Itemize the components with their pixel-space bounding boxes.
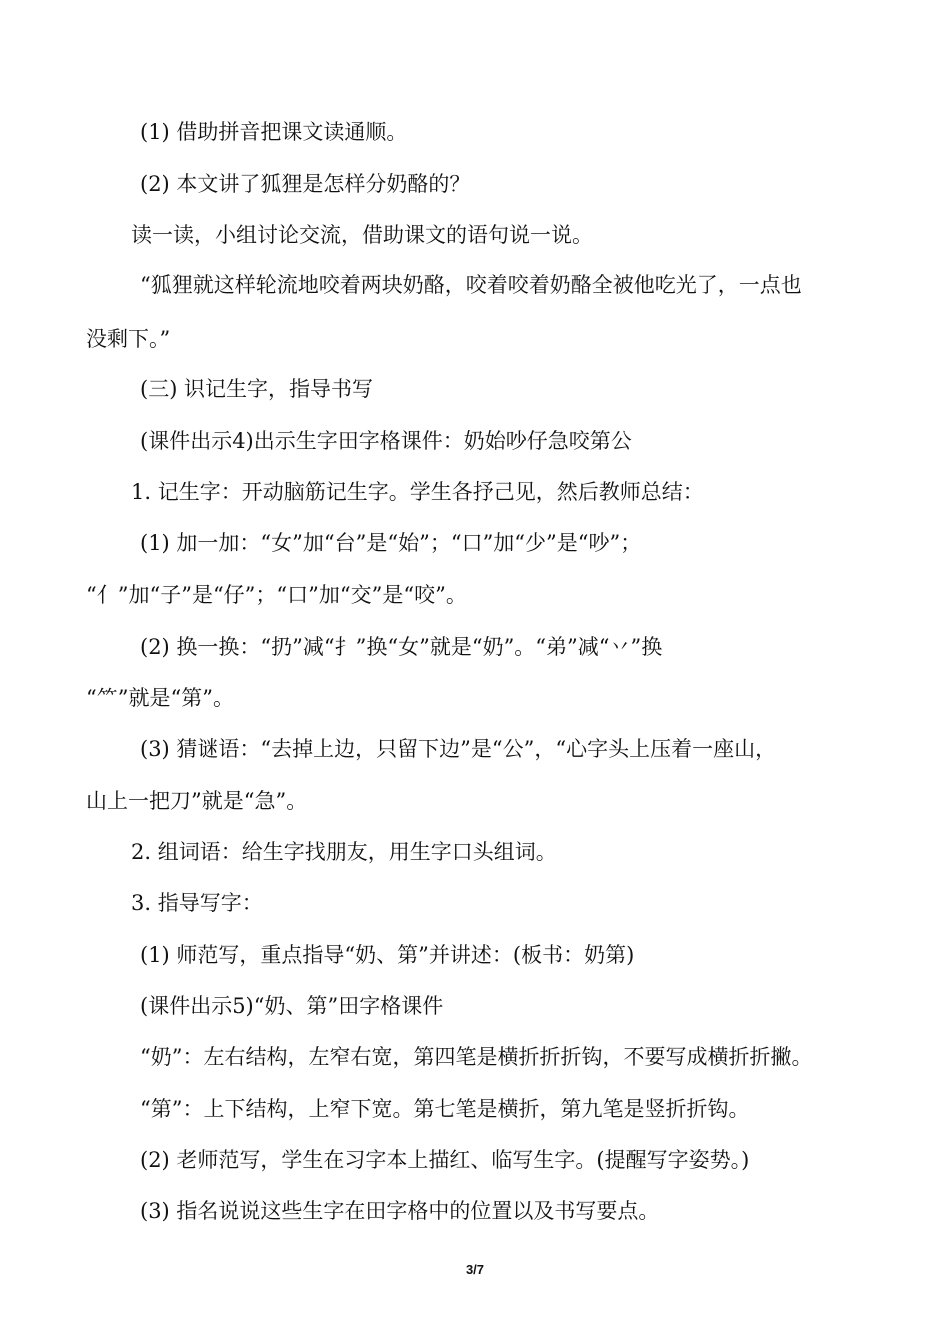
text-line: (2) 本文讲了狐狸是怎样分奶酪的？ — [140, 172, 471, 196]
text-line: 2. 组词语：给生字找朋友，用生字口头组词。 — [131, 840, 557, 864]
text-line: “⺮”就是“第”。 — [86, 686, 234, 710]
text-line: “亻”加“子”是“仔”；“口”加“交”是“咬”。 — [86, 583, 467, 607]
text-line: (3) 指名说说这些生字在田字格中的位置以及书写要点。 — [140, 1199, 660, 1223]
text-line: (课件出示5)“奶、第”田字格课件 — [140, 994, 444, 1018]
text-line: (1) 借助拼音把课文读通顺。 — [140, 120, 408, 144]
text-line: (1) 加一加：“女”加“台”是“始”；“口”加“少”是“吵”； — [140, 531, 642, 555]
text-line: “奶”：左右结构，左窄右宽，第四笔是横折折折钩，不要写成横折折撇。 — [140, 1045, 813, 1069]
text-line: (3) 猜谜语：“去掉上边，只留下边”是“公”，“心字头上压着一座山， — [140, 737, 777, 761]
page-number: 3/7 — [465, 1262, 485, 1277]
text-line: (2) 老师范写，学生在习字本上描红、临写生字。(提醒写字姿势。) — [140, 1148, 750, 1172]
text-line: 读一读，小组讨论交流，借助课文的语句说一说。 — [131, 223, 593, 247]
text-line: “第”：上下结构，上窄下宽。第七笔是横折，第九笔是竖折折钩。 — [140, 1097, 750, 1121]
text-line: 山上一把刀”就是“急”。 — [86, 789, 308, 813]
text-line: 没剩下。” — [86, 327, 171, 351]
text-line: 3. 指导写字： — [131, 891, 263, 915]
text-line: “狐狸就这样轮流地咬着两块奶酪，咬着咬着奶酪全被他吃光了，一点也 — [140, 273, 802, 297]
text-line: (课件出示4)出示生字田字格课件：奶始吵仔急咬第公 — [140, 429, 632, 453]
text-line: 1. 记生字：开动脑筋记生字。学生各抒己见，然后教师总结： — [131, 480, 704, 504]
text-line: (1) 师范写，重点指导“奶、第”并讲述：(板书：奶第) — [140, 943, 635, 967]
section-heading: (三) 识记生字，指导书写 — [140, 377, 374, 401]
text-line: (2) 换一换：“扔”减“扌”换“女”就是“奶”。“弟”减“丷”换 — [140, 635, 663, 659]
